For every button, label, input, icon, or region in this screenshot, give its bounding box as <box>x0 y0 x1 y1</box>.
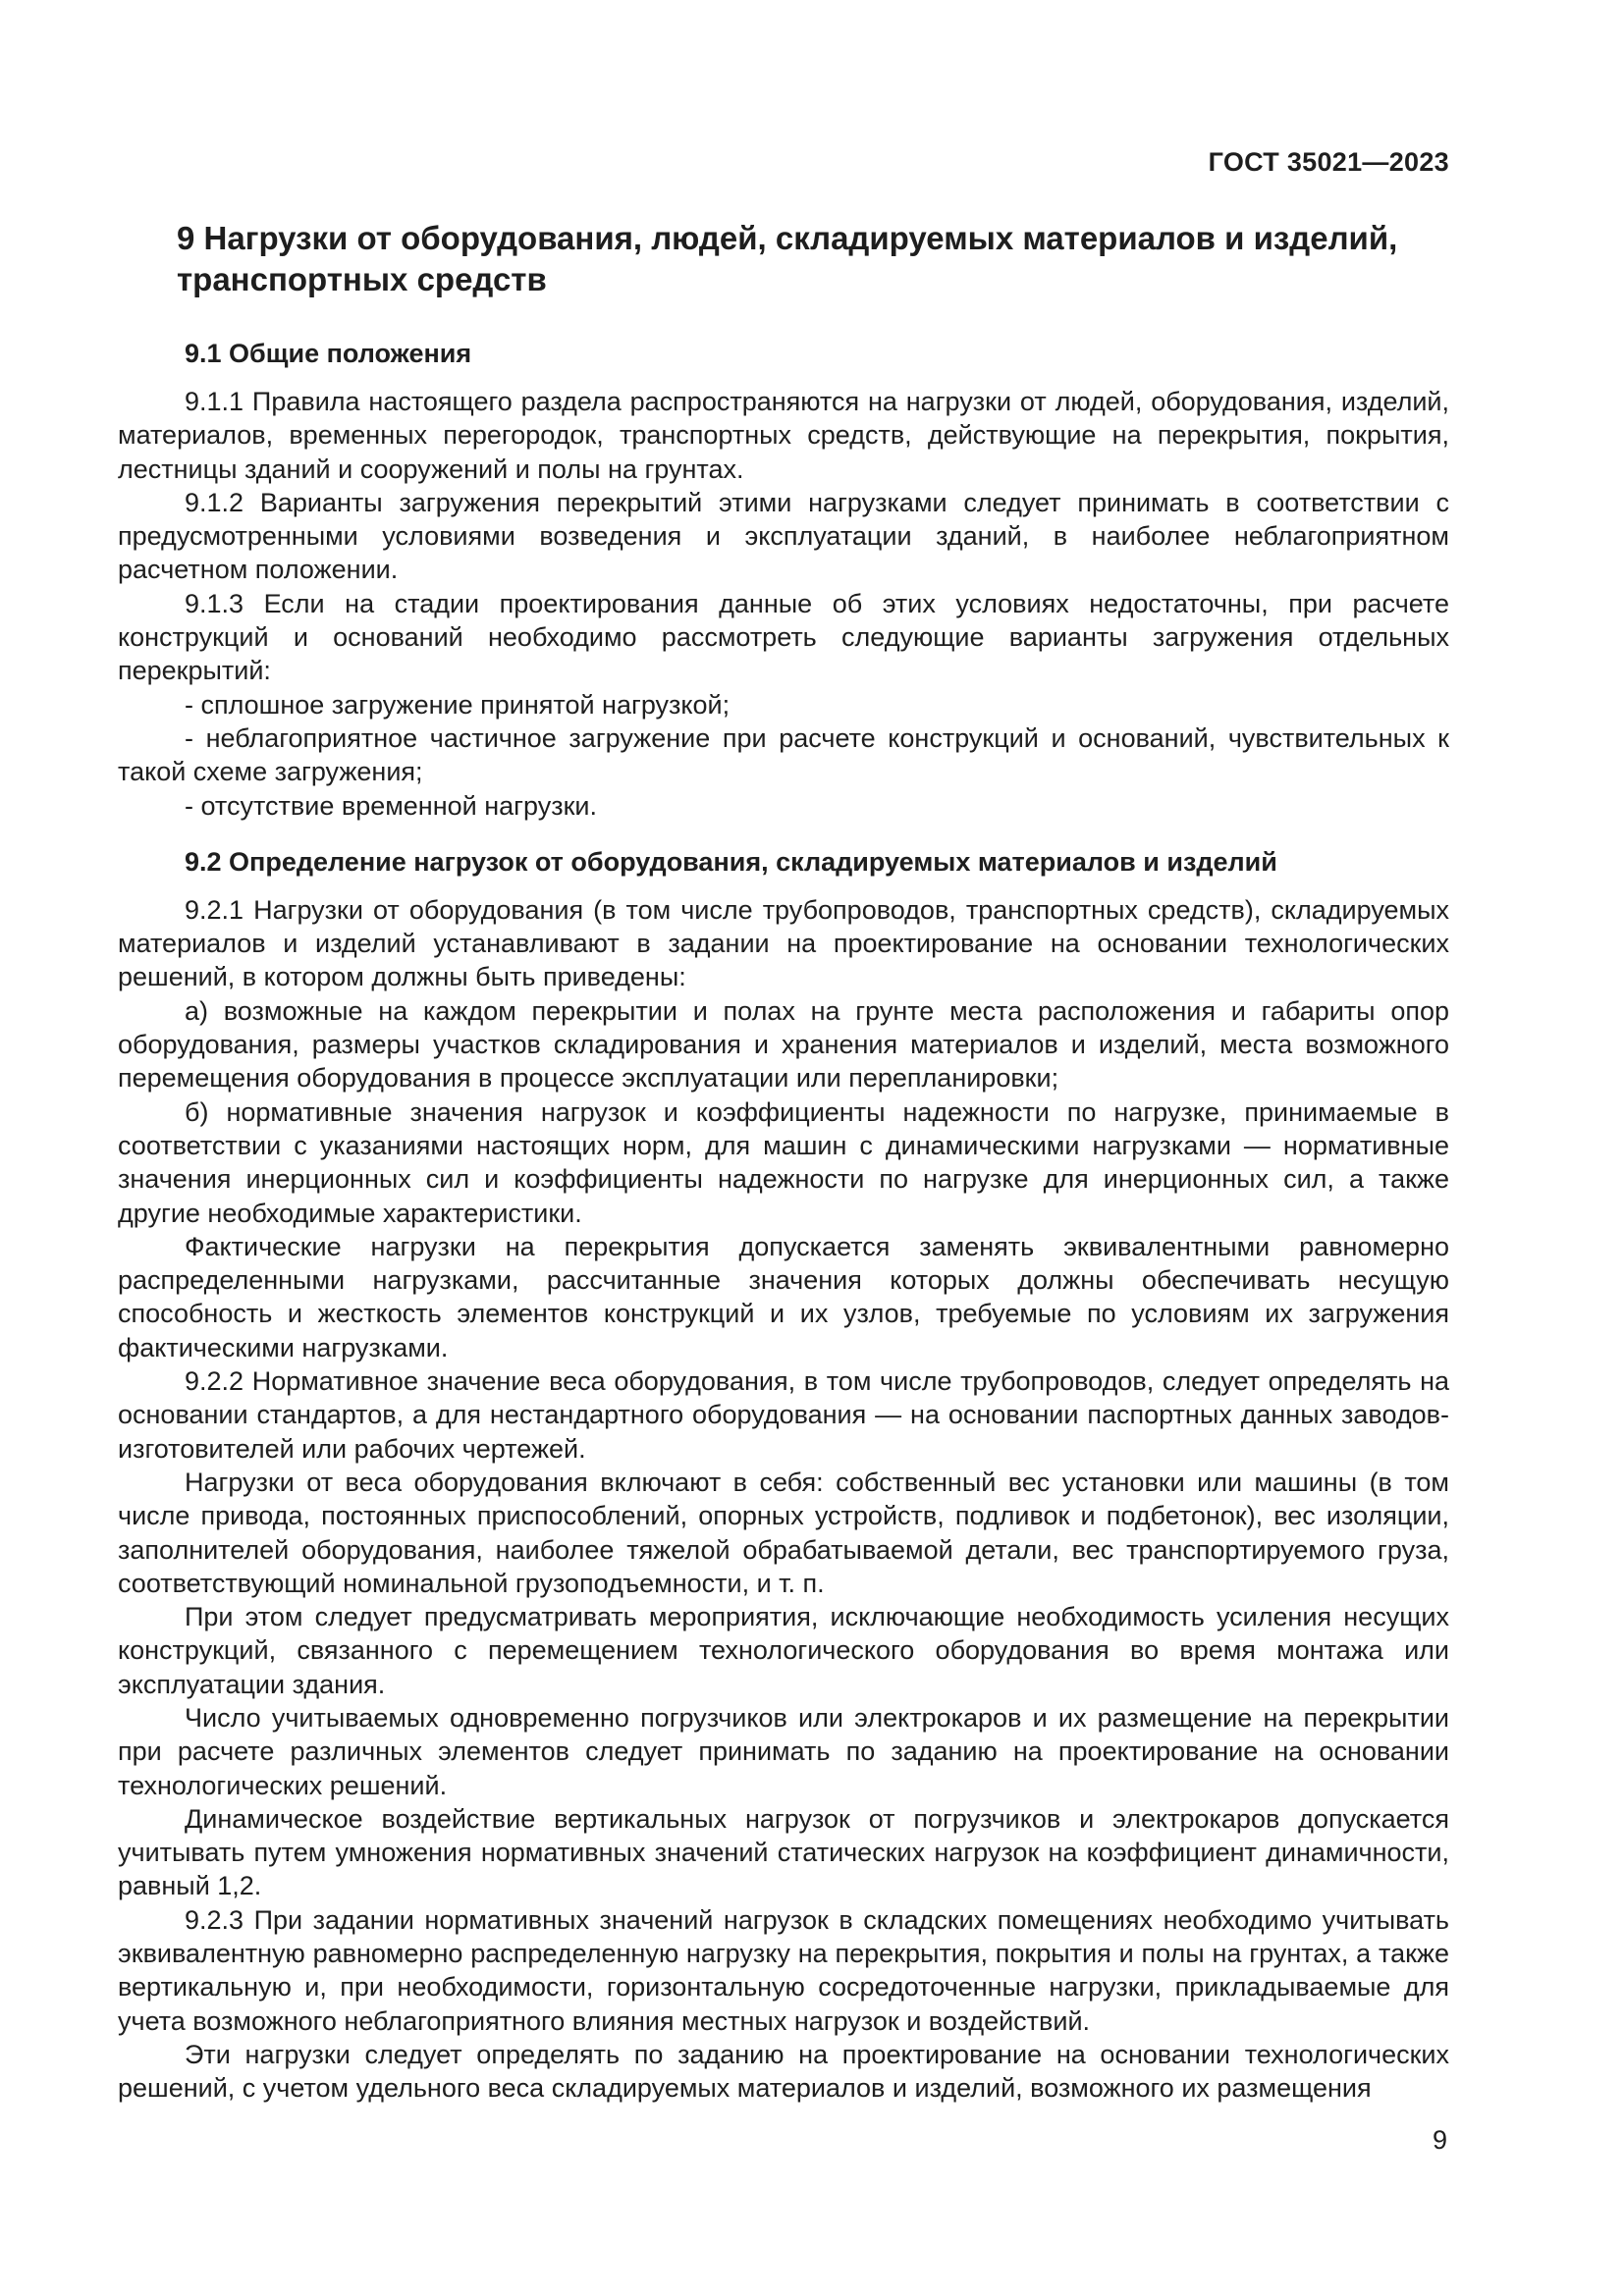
page-number: 9 <box>1432 2125 1447 2155</box>
paragraph: Число учитываемых одновременно погрузчиков или электрокаров и их размещение на перекрытии при расчете различных элементов следует принимать по заданию на проектирование на основании технологических решений. <box>118 1702 1449 1800</box>
paragraph: Эти нагрузки следует определять по заданию на проектирование на основании технологических решений, с учетом удельного веса складируемых материалов и изделий, возможного их размещения <box>118 2039 1449 2104</box>
paragraph: 9.1.1 Правила настоящего раздела распространяются на нагрузки от людей, оборудования, изделий, материалов, временных перегородок, транспортных средств, действующие на перекрытия, покрытия, лестницы зданий и сооружений и полы на грунтах. <box>118 387 1449 484</box>
subsection-title-loads: 9.2 Определение нагрузок от оборудования, складируемых материалов и изделий <box>185 846 1277 877</box>
paragraph: При этом следует предусматривать мероприятия, исключающие необходимость усиления несущих конструкций, связанного с перемещением технологического оборудования во время монтажа или эксплуатации здания. <box>118 1602 1449 1699</box>
paragraph: Фактические нагрузки на перекрытия допускается заменять эквивалентными равномерно распределенными нагрузками, рассчитанные значения которых должны обеспечивать несущую способность и жесткость элементов конструкций и их узлов, требуемые по условиям их загружения фактическими нагрузками. <box>118 1231 1449 1362</box>
list-item: - сплошное загружение принятой нагрузкой; <box>185 689 731 720</box>
list-item: б) нормативные значения нагрузок и коэффициенты надежности по нагрузке, принимаемые в соответствии с указаниями настоящих норм, для машин с динамическими нагрузками — нормативные значения инерционных сил и коэффициенты надежности по нагрузке для инерционных сил, а также другие необходимые характеристики. <box>118 1096 1449 1228</box>
document-id: ГОСТ 35021—2023 <box>1208 147 1449 177</box>
paragraph: 9.2.1 Нагрузки от оборудования (в том числе трубопроводов, транспортных средств), складируемых материалов и изделий устанавливают в задании на проектирование на основании технологических решений, в котором должны быть приведены: <box>118 894 1449 992</box>
list-item: - отсутствие временной нагрузки. <box>185 790 597 821</box>
list-item: - неблагоприятное частичное загружение при расчете конструкций и оснований, чувствительных к такой схеме загружения; <box>118 722 1449 787</box>
paragraph: 9.2.2 Нормативное значение веса оборудования, в том числе трубопроводов, следует определять на основании стандартов, а для нестандартного оборудования — на основании паспортных данных заводов-изготовителей или рабочих чертежей. <box>118 1366 1449 1464</box>
paragraph: 9.1.2 Варианты загружения перекрытий этими нагрузками следует принимать в соответствии с предусмотренными условиями возведения и эксплуатации зданий, в наиболее неблагоприятном расчетном положении. <box>118 487 1449 585</box>
paragraph: 9.2.3 При задании нормативных значений нагрузок в складских помещениях необходимо учитывать эквивалентную равномерно распределенную нагрузку на перекрытия, покрытия и полы на грунтах, а также вертикальную и, при необходимости, горизонтальную сосредоточенные нагрузки, прикладываемые для учета возможного неблагоприятного влияния местных нагрузок и воздействий. <box>118 1904 1449 2036</box>
paragraph: Динамическое воздействие вертикальных нагрузок от погрузчиков и электрокаров допускается учитывать путем умножения нормативных значений статических нагрузок на коэффициент динамичности, равный 1,2. <box>118 1803 1449 1901</box>
page-content <box>118 218 1449 2106</box>
subsection-title-general: 9.1 Общие положения <box>185 339 472 368</box>
paragraph: 9.1.3 Если на стадии проектирования данные об этих условиях недостаточны, при расчете конструкций и оснований необходимо рассмотреть следующие варианты загружения отдельных перекрытий: <box>118 588 1449 686</box>
list-item: а) возможные на каждом перекрытии и полах на грунте места расположения и габариты опор оборудования, размеры участков складирования и хранения материалов и изделий, места возможного перемещения оборудования в процессе эксплуатации или перепланировки; <box>118 995 1449 1094</box>
paragraph: Нагрузки от веса оборудования включают в себя: собственный вес установки или машины (в том числе привода, постоянных приспособлений, опорных устройств, подливок и подбетонок), вес изоляции, заполнителей оборудования, наиболее тяжелой обрабатываемой детали, вес транспортируемого груза, соответствующий номинальной грузоподъемности, и т. п. <box>118 1467 1449 1598</box>
section-title: 9 Нагрузки от оборудования, людей, складируемых материалов и изделий, транспортных средств <box>177 220 1398 297</box>
